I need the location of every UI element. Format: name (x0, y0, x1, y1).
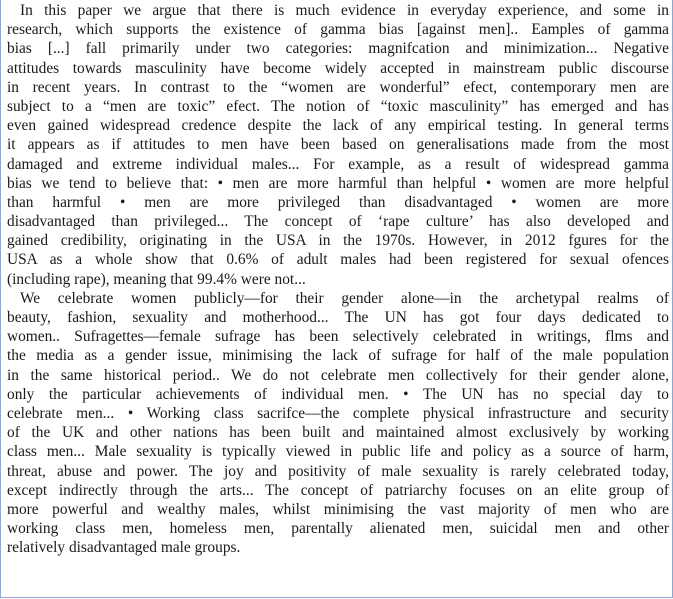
text-line: (including rape), meaning that 99.4% were not... (7, 270, 306, 288)
text-line: it appears as if attitudes to men have been based on generalisations made from the most (7, 136, 669, 154)
text-line: gained credibility, originating in the USA in the 1970s. However, in 2012 fgures for the (7, 232, 669, 250)
text-line: In this paper we argue that there is much evidence in everyday experience, and some in (20, 2, 669, 19)
text-line: bias we tend to believe that: • men are more harmful than helpful • women are more helpful (7, 174, 669, 192)
text-line: more powerful and wealthy males, whilst minimising the vast majority of men who are (7, 500, 669, 518)
text-line: USA as a whole show that 0.6% of adult males had been registered for sexual ofences (7, 251, 669, 269)
text-line: even gained widespread credence despite the lack of any empirical testing. In general terms (7, 117, 669, 135)
text-line: except indirectly through the arts... The concept of patriarchy focuses on an elite group of (7, 481, 669, 499)
text-line: beauty, fashion, sexuality and motherhood... The UN has got four days dedicated to (7, 309, 669, 326)
paragraph-1 (7, 1, 669, 289)
text-line: in recent years. In contrast to the “women are wonderful” efect, contemporary men are (7, 78, 669, 96)
text-line: of the UK and other nations has been built and maintained almost exclusively by working (7, 424, 669, 442)
text-line: than harmful • men are more privileged than disadvantaged • women are more (7, 193, 669, 211)
text-line: subject to a “men are toxic” efect. The notion of “toxic masculinity” has emerged and has (7, 97, 669, 115)
text-line: relatively disadvantaged male groups. (7, 539, 241, 557)
text-line: the media as a gender issue, minimising the lack of sufrage for half of the male population (7, 347, 669, 365)
text-line: damaged and extreme individual males... For example, as a result of widespread gamma (7, 155, 669, 173)
text-line: threat, abuse and power. The joy and positivity of male sexuality is rarely celebrated today, (7, 462, 669, 480)
text-line: working class men, homeless men, parentally alienated men, suicidal men and other (7, 520, 669, 538)
text-line: bias [...] fall primarily under two categories: magnifcation and minimization... Negative (7, 40, 669, 58)
text-line: in the same historical period.. We do not celebrate men collectively for their gender alone, (7, 366, 669, 384)
text-line: We celebrate women publicly—for their gender alone—in the archetypal realms of (20, 289, 669, 307)
text-line: disadvantaged than privileged... The concept of ‘rape culture’ has also developed and (7, 213, 669, 231)
text-line: women.. Sufragettes—female sufrage has been selectively celebrated in writings, flms and (7, 328, 669, 346)
text-line: research, which supports the existence of gamma bias [against men].. Eamples of gamma (7, 21, 669, 39)
paragraph-2 (7, 289, 669, 558)
text-line: only the particular achievements of individual men. • The UN has no special day to (7, 385, 669, 403)
text-line: class men... Male sexuality is typically viewed in public life and policy as a source of harm, (7, 443, 669, 461)
text-line: attitudes towards masculinity have become widely accepted in mainstream public discourse (7, 59, 669, 77)
text-line: celebrate men... • Working class sacrifce—the complete physical infrastructure and security (7, 404, 669, 422)
document-text-body (7, 1, 669, 557)
